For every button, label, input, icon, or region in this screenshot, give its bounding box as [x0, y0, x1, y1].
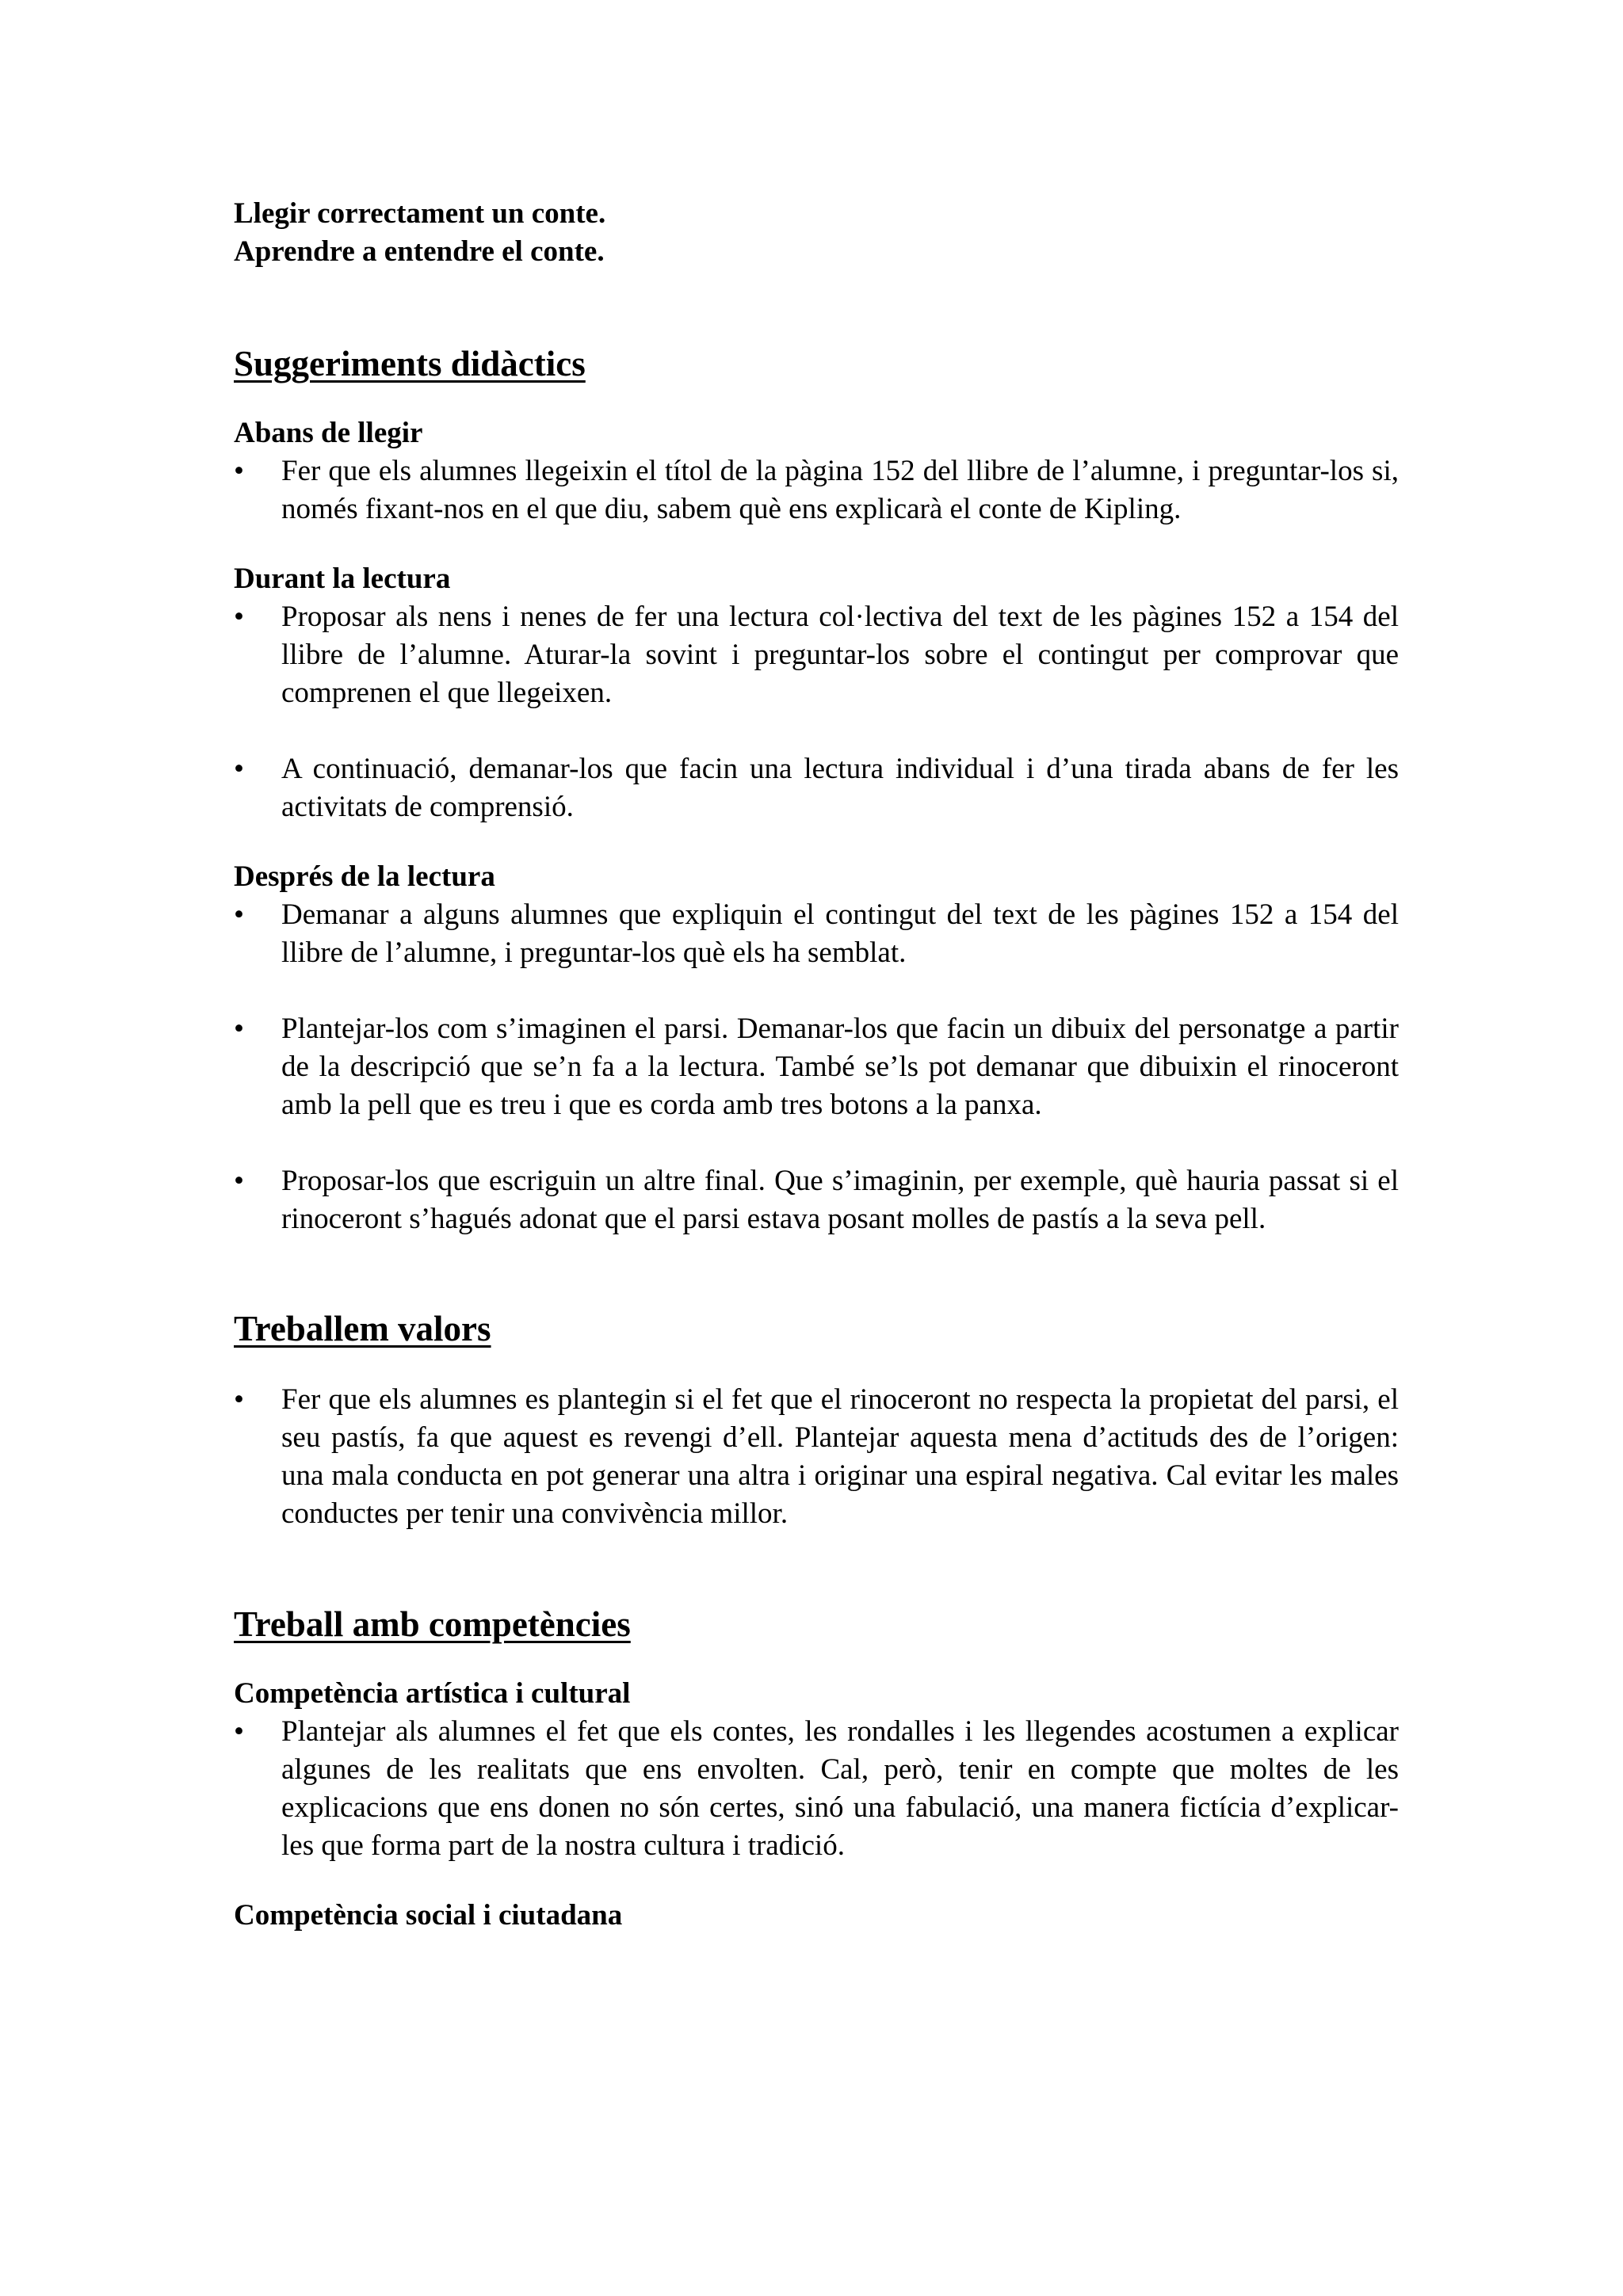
list-item [234, 1713, 1399, 1865]
objective-2: Aprendre a entendre el conte. [234, 235, 605, 268]
list-artistica [234, 1713, 1399, 1865]
list-item-text: Plantejar als alumnes el fet que els contes, les rondalles i les llegendes acostumen a explicar algunes de les realitats que ens envolten. Cal, però, tenir en compte que moltes de les explicacions que ens donen no són certes, sinó una fabulació, una manera fictícia d’explicar-les que forma part de la nostra cultura i tradició. [281, 1715, 1399, 1862]
bullet-icon: • [234, 455, 244, 487]
bullet-icon: • [234, 1383, 244, 1416]
list-item-text: Plantejar-los com s’imaginen el parsi. Demanar-los que facin un dibuix del personatge a partir de la descripció que se’n fa a la lectura. També se’ls pot demanar que dibuixin el rinoceront amb la pell que es treu i que es corda amb tres botons a la panxa. [281, 1013, 1399, 1121]
list-item-text: Fer que els alumnes es plantegin si el fet que el rinoceront no respecta la propietat del parsi, el seu pastís, fa que aquest es revengi d’ell. Plantejar aquesta mena d’actituds des de l’origen: una mala conducta en pot generar una altra i originar una espiral negativa. Cal evitar les males conductes per tenir una convivència millor. [281, 1383, 1399, 1530]
bullet-icon: • [234, 898, 244, 931]
list-item-text: Proposar als nens i nenes de fer una lectura col·lectiva del text de les pàgines 152 a 154 del llibre de l’alumne. Aturar-la sovint i preguntar-los sobre el contingut per comprovar que comprenen el que llegeixen. [281, 601, 1399, 709]
list-item-text: Demanar a alguns alumnes que expliquin el contingut del text de les pàgines 152 a 154 del llibre de l’alumne, i preguntar-los què els ha semblat. [281, 898, 1399, 969]
list-item [234, 1162, 1399, 1238]
objectives [234, 195, 1399, 271]
list-item [234, 598, 1399, 712]
list-item-text: A continuació, demanar-los que facin una lectura individual i d’una tirada abans de fer les activitats de comprensió. [281, 753, 1399, 823]
section-title-competencies: Treball amb competències [234, 1604, 631, 1644]
bullet-icon: • [234, 1715, 244, 1748]
list-durant [234, 598, 1399, 826]
list-item-text: Fer que els alumnes llegeixin el títol de la pàgina 152 del llibre de l’alumne, i preguntar-los si, només fixant-nos en el que diu, sabem què ens explicarà el conte de Kipling. [281, 455, 1399, 525]
list-abans [234, 452, 1399, 528]
list-valors [234, 1381, 1399, 1533]
section-title-suggeriments: Suggeriments didàctics [234, 344, 586, 383]
list-despres [234, 896, 1399, 1238]
list-item [234, 452, 1399, 528]
bullet-icon: • [234, 1013, 244, 1045]
document-page [234, 195, 1399, 1935]
list-item [234, 896, 1399, 972]
bullet-icon: • [234, 1165, 244, 1197]
subsection-title-durant: Durant la lectura [234, 563, 451, 595]
bullet-icon: • [234, 753, 244, 785]
list-item [234, 1381, 1399, 1533]
objective-1: Llegir correctament un conte. [234, 197, 606, 230]
list-item [234, 1010, 1399, 1124]
subsection-title-artistica: Competència artística i cultural [234, 1677, 631, 1710]
subsection-title-social: Competència social i ciutadana [234, 1899, 623, 1932]
subsection-title-despres: Després de la lectura [234, 860, 495, 893]
bullet-icon: • [234, 601, 244, 633]
list-item-text: Proposar-los que escriguin un altre final. Que s’imaginin, per exemple, què hauria passat si el rinoceront s’hagués adonat que el parsi estava posant molles de pastís a la seva pell. [281, 1165, 1399, 1235]
list-item [234, 750, 1399, 826]
section-title-valors: Treballem valors [234, 1309, 491, 1348]
subsection-title-abans: Abans de llegir [234, 417, 423, 449]
